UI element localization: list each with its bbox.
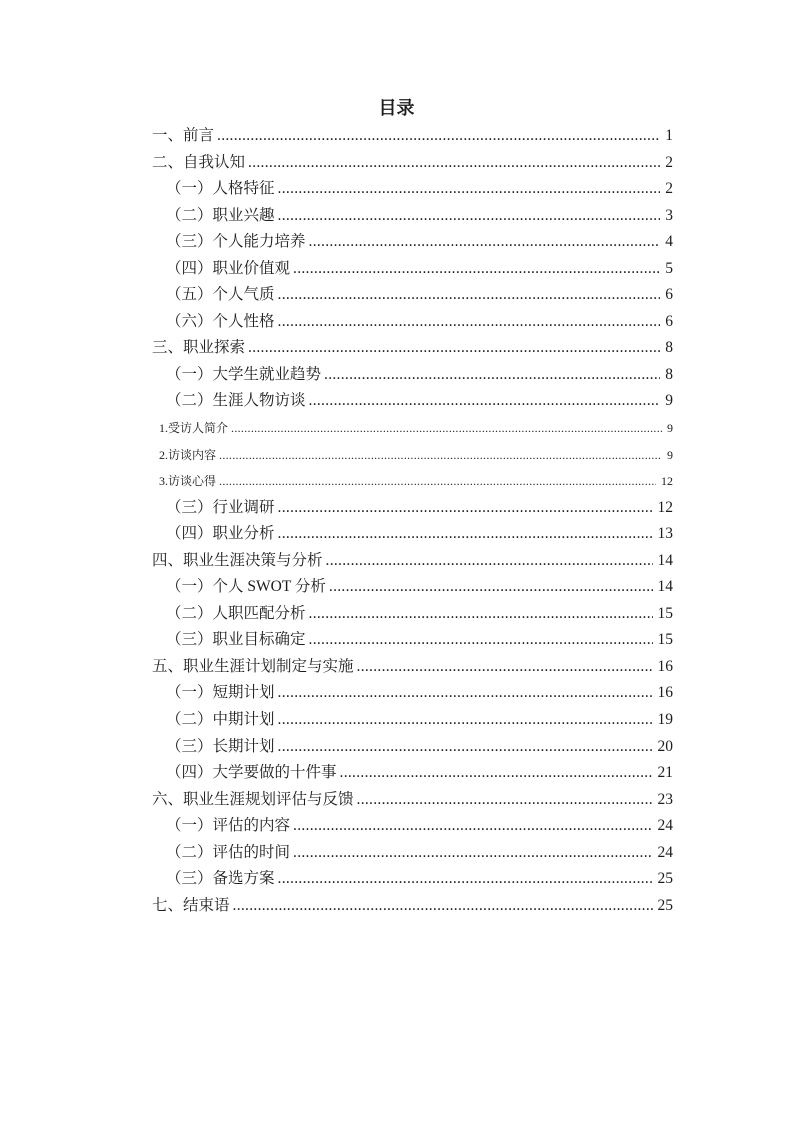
- toc-leader-dots: [293, 256, 660, 283]
- toc-leader-dots: [248, 150, 660, 177]
- toc-entry-label: 六、职业生涯规划评估与反馈: [152, 790, 354, 808]
- toc-entry[interactable]: [152, 495, 673, 522]
- toc-entry[interactable]: [152, 893, 673, 920]
- toc-entry[interactable]: [152, 574, 673, 601]
- toc-entry-label: （一）短期计划: [166, 684, 275, 702]
- toc-entry-label: 3.访谈心得: [159, 474, 217, 489]
- toc-entry[interactable]: [152, 468, 673, 495]
- toc-leader-dots: [248, 335, 660, 362]
- toc-entry-label: （二）生涯人物访谈: [166, 392, 306, 410]
- toc-entry[interactable]: [152, 282, 673, 309]
- toc-leader-dots: [309, 388, 661, 415]
- toc-entry-label: 四、职业生涯决策与分析: [152, 551, 323, 569]
- toc-leader-dots: [278, 203, 661, 230]
- toc-entry-page: 16: [657, 657, 673, 675]
- toc-entry-label: 三、职业探索: [152, 339, 246, 357]
- toc-entry-label: （一）个人 SWOT 分析: [166, 578, 326, 596]
- toc-entry[interactable]: [152, 760, 673, 787]
- toc-leader-dots: [278, 680, 653, 707]
- toc-entry[interactable]: [152, 388, 673, 415]
- toc-entry-label: （三）长期计划: [166, 737, 275, 755]
- toc-leader-dots: [217, 123, 660, 150]
- toc-leader-dots: [326, 548, 653, 575]
- toc-leader-dots: [324, 362, 660, 389]
- toc-entry[interactable]: [152, 627, 673, 654]
- toc-entry-label: （五）个人气质: [166, 286, 275, 304]
- toc-entry[interactable]: [152, 362, 673, 389]
- toc-entry-label: （二）职业兴趣: [166, 206, 275, 224]
- toc-entry[interactable]: [152, 415, 673, 442]
- toc-leader-dots: [278, 176, 661, 203]
- toc-leader-dots: [278, 495, 653, 522]
- toc-leader-dots: [278, 521, 653, 548]
- toc-leader-dots: [309, 601, 653, 628]
- toc-entry-label: （三）个人能力培养: [166, 233, 306, 251]
- toc-leader-dots: [278, 866, 653, 893]
- toc-list: [152, 123, 673, 919]
- toc-entry-label: 二、自我认知: [152, 153, 246, 171]
- toc-leader-dots: [278, 734, 653, 761]
- toc-leader-dots: [219, 442, 662, 469]
- toc-leader-dots: [233, 893, 653, 920]
- toc-entry-label: （二）评估的时间: [166, 843, 291, 861]
- toc-leader-dots: [219, 468, 656, 495]
- toc-entry[interactable]: [152, 680, 673, 707]
- toc-entry[interactable]: [152, 787, 673, 814]
- toc-entry-page: 23: [657, 790, 673, 808]
- toc-entry-label: （一）大学生就业趋势: [166, 365, 322, 383]
- toc-entry-label: 七、结束语: [152, 896, 230, 914]
- toc-entry[interactable]: [152, 707, 673, 734]
- toc-entry[interactable]: [152, 442, 673, 469]
- toc-entry-label: （四）职业价值观: [166, 259, 291, 277]
- toc-entry[interactable]: [152, 203, 673, 230]
- toc-entry-page: 6: [665, 312, 673, 330]
- toc-entry-page: 2: [665, 153, 673, 171]
- toc-entry-label: 一、前言: [152, 127, 215, 144]
- toc-entry-page: 15: [657, 631, 673, 649]
- toc-entry-page: 9: [667, 447, 673, 462]
- toc-entry-page: 21: [657, 764, 673, 782]
- toc-entry-page: 12: [661, 474, 673, 489]
- toc-entry[interactable]: [152, 866, 673, 893]
- toc-entry-page: 2: [665, 180, 673, 198]
- toc-entry[interactable]: [152, 150, 673, 177]
- toc-entry-page: 20: [657, 737, 673, 755]
- toc-entry-page: 8: [665, 339, 673, 357]
- toc-leader-dots: [278, 282, 661, 309]
- toc-entry-page: 1: [665, 127, 673, 144]
- toc-entry[interactable]: [152, 521, 673, 548]
- toc-entry-page: 24: [657, 817, 673, 835]
- toc-entry[interactable]: [152, 229, 673, 256]
- toc-entry-page: 4: [665, 233, 673, 251]
- toc-entry-page: 25: [657, 870, 673, 888]
- toc-entry-label: 1.受访人简介: [159, 421, 229, 436]
- toc-entry[interactable]: [152, 548, 673, 575]
- toc-entry-page: 6: [665, 286, 673, 304]
- toc-entry-page: 13: [657, 525, 673, 543]
- toc-entry-label: （三）行业调研: [166, 498, 275, 516]
- toc-leader-dots: [278, 309, 661, 336]
- toc-entry-page: 19: [657, 711, 673, 729]
- toc-leader-dots: [357, 654, 653, 681]
- toc-entry-page: 25: [657, 896, 673, 914]
- toc-leader-dots: [309, 229, 661, 256]
- toc-entry-label: （三）职业目标确定: [166, 631, 306, 649]
- toc-entry-page: 16: [657, 684, 673, 702]
- toc-entry-page: 15: [657, 604, 673, 622]
- toc-entry[interactable]: [152, 123, 673, 150]
- toc-entry-label: （二）中期计划: [166, 711, 275, 729]
- toc-entry-page: 5: [665, 259, 673, 277]
- toc-leader-dots: [231, 415, 662, 442]
- toc-entry-page: 8: [665, 365, 673, 383]
- toc-entry[interactable]: [152, 309, 673, 336]
- toc-entry-label: （四）大学要做的十件事: [166, 764, 337, 782]
- toc-entry-page: 24: [657, 843, 673, 861]
- toc-leader-dots: [278, 707, 653, 734]
- toc-entry[interactable]: [152, 335, 673, 362]
- toc-entry-label: （二）人职匹配分析: [166, 604, 306, 622]
- toc-entry[interactable]: [152, 654, 673, 681]
- toc-leader-dots: [293, 840, 652, 867]
- toc-entry-page: 14: [657, 578, 673, 596]
- toc-entry-label: （四）职业分析: [166, 525, 275, 543]
- toc-entry-page: 3: [665, 206, 673, 224]
- toc-entry[interactable]: [152, 813, 673, 840]
- toc-entry-page: 9: [665, 392, 673, 410]
- toc-entry[interactable]: [152, 601, 673, 628]
- toc-entry[interactable]: [152, 176, 673, 203]
- toc-leader-dots: [329, 574, 653, 601]
- toc-entry-page: 14: [657, 551, 673, 569]
- toc-entry-label: （三）备选方案: [166, 870, 275, 888]
- toc-entry-page: 9: [667, 421, 673, 436]
- toc-entry-label: （一）评估的内容: [166, 817, 291, 835]
- toc-leader-dots: [340, 760, 653, 787]
- toc-leader-dots: [293, 813, 652, 840]
- toc-entry[interactable]: [152, 734, 673, 761]
- toc-entry-label: 五、职业生涯计划制定与实施: [152, 657, 354, 675]
- toc-entry-label: （一）人格特征: [166, 180, 275, 198]
- toc-leader-dots: [309, 627, 653, 654]
- toc-entry-label: （六）个人性格: [166, 312, 275, 330]
- toc-entry[interactable]: [152, 256, 673, 283]
- toc-title: 目录: [378, 98, 415, 118]
- toc-entry-page: 12: [657, 498, 673, 516]
- toc-entry[interactable]: [152, 840, 673, 867]
- toc-leader-dots: [357, 787, 653, 814]
- toc-entry-label: 2.访谈内容: [159, 447, 217, 462]
